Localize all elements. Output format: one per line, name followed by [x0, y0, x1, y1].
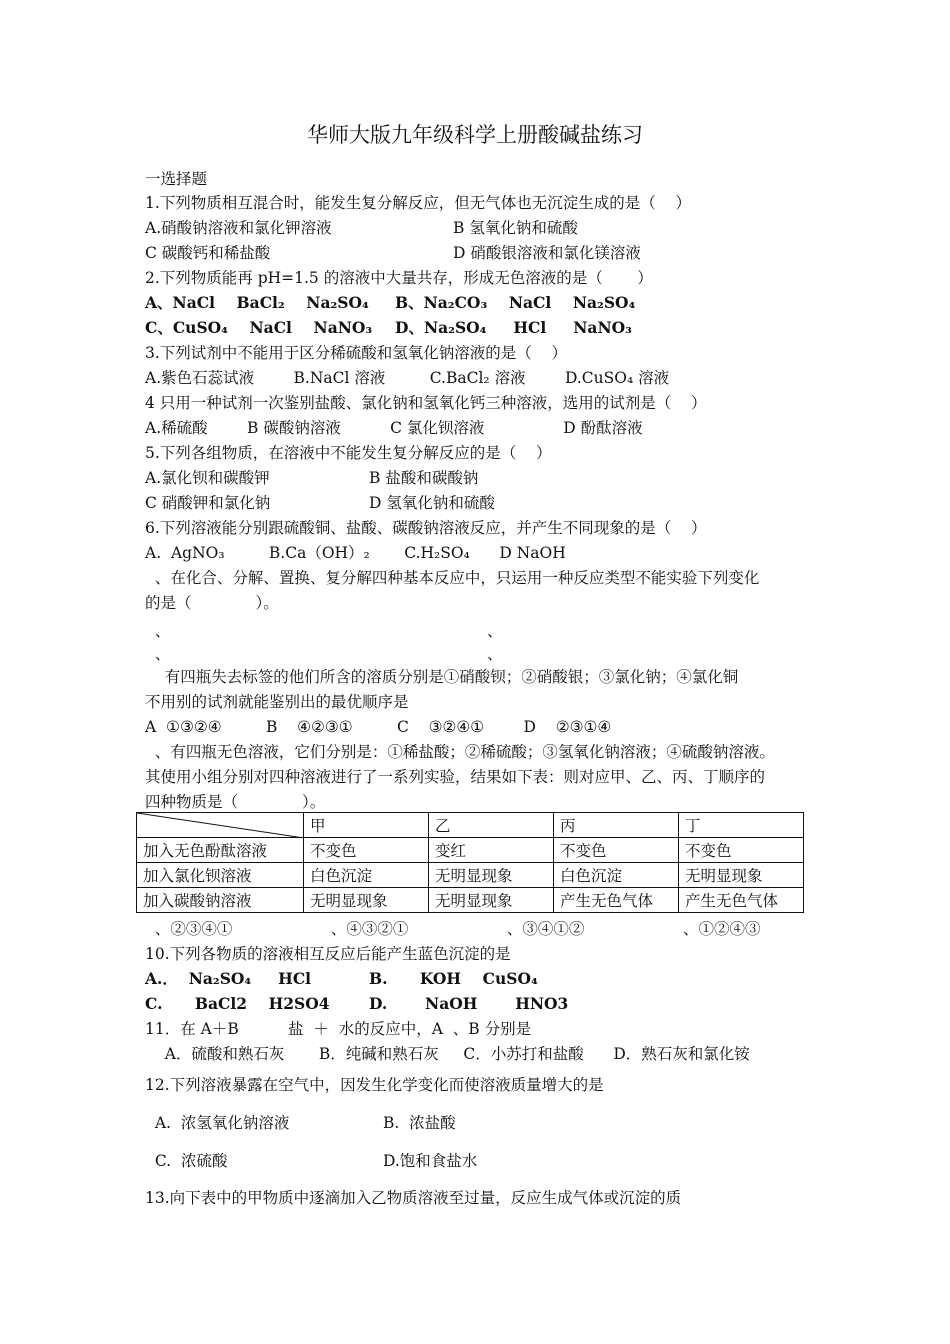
table-corner-cell — [137, 813, 304, 838]
q7-item-2: 、 — [487, 622, 503, 640]
q10-option-b: B. KOH CuSO₄ — [369, 969, 538, 988]
column-header: 甲 — [304, 813, 429, 838]
q1-option-a: A.硝酸钠溶液和氯化钾溶液 — [145, 219, 332, 237]
diagonal-line — [137, 813, 304, 838]
question-3: 3.下列试剂中不能用于区分稀硫酸和氢氧化钠溶液的是（ ） — [145, 344, 567, 362]
q5-option-d: D 氢氧化钠和硫酸 — [369, 494, 495, 512]
q2-option-c: C、CuSO₄ NaCl NaNO₃ — [145, 318, 373, 337]
table-cell: 白色沉淀 — [554, 863, 679, 888]
question-11: 11．在 A＋B 盐 ＋ 水的反应中，A 、B 分别是 — [145, 1020, 532, 1038]
q5-option-b: B 盐酸和碳酸钠 — [369, 469, 479, 487]
column-header: 丙 — [554, 813, 679, 838]
table-cell: 产生无色气体 — [554, 888, 679, 913]
table-cell: 产生无色气体 — [679, 888, 804, 913]
question-13: 13.向下表中的甲物质中逐滴加入乙物质溶液至过量，反应生成气体或沉淀的质 — [145, 1189, 682, 1207]
section-heading: 一选择题 — [145, 170, 208, 188]
q1-option-b: B 氢氧化钠和硫酸 — [453, 219, 578, 237]
q7-item-3: 、 — [145, 645, 171, 663]
question-2: 2.下列物质能再 pH=1.5 的溶液中大量共存，形成无色溶液的是（ ） — [145, 269, 653, 287]
row-label: 加入碳酸钠溶液 — [137, 888, 304, 913]
question-7-line-2: 的是（ ）。 — [145, 594, 279, 612]
row-label: 加入氯化钡溶液 — [137, 863, 304, 888]
question-9: 、有四瓶无色溶液，它们分别是：①稀盐酸；②稀硫酸；③氢氧化钠溶液；④硫酸钠溶液。 — [145, 743, 775, 761]
q2-option-d: D、Na₂SO₄ HCl NaNO₃ — [395, 318, 632, 337]
table-row — [137, 888, 804, 913]
q11-options: A．硫酸和熟石灰 B．纯碱和熟石灰 C．小苏打和盐酸 D．熟石灰和氯化铵 — [145, 1045, 750, 1063]
question-6: 6.下列溶液能分别跟硫酸铜、盐酸、碳酸钠溶液反应，并产生不同现象的是（ ） — [145, 519, 707, 537]
table-cell: 不变色 — [304, 838, 429, 863]
q2-option-a: A、NaCl BaCl₂ Na₂SO₄ — [145, 293, 369, 312]
question-9-line-3: 四种物质是（ ）。 — [145, 793, 326, 811]
q7-item-4: 、 — [487, 645, 503, 663]
question-9-line-2: 其使用小组分别对四种溶液进行了一系列实验，结果如下表：则对应甲、乙、丙、丁顺序的 — [145, 768, 766, 786]
q6-options: A. AgNO₃ B.Ca（OH）₂ C.H₂SO₄ D NaOH — [145, 544, 566, 562]
question-8-line-2: 不用别的试剂就能鉴别出的最优顺序是 — [145, 693, 409, 711]
experiment-table — [136, 812, 804, 913]
q1-option-c: C 碳酸钙和稀盐酸 — [145, 244, 271, 262]
page-title: 华师大版九年级科学上册酸碱盐练习 — [307, 123, 643, 147]
q12-option-c: C. 浓硫酸 — [145, 1152, 228, 1170]
q5-option-c: C 硝酸钾和氯化钠 — [145, 494, 271, 512]
column-header: 丁 — [679, 813, 804, 838]
table-cell: 变红 — [429, 838, 554, 863]
q5-option-a: A.氯化钡和碳酸钾 — [145, 469, 270, 487]
q2-option-b: B、Na₂CO₃ NaCl Na₂SO₄ — [395, 293, 636, 312]
q3-options: A.紫色石蕊试液 B.NaCl 溶液 C.BaCl₂ 溶液 D.CuSO₄ 溶液 — [145, 369, 670, 387]
table-cell: 无明显现象 — [429, 863, 554, 888]
q1-option-d: D 硝酸银溶液和氯化镁溶液 — [453, 244, 641, 262]
table-cell: 不变色 — [554, 838, 679, 863]
q12-option-a: A. 浓氢氧化钠溶液 — [145, 1114, 290, 1132]
table-header-row — [137, 813, 804, 838]
q4-options: A.稀硫酸 B 碳酸钠溶液 C 氯化钡溶液 D 酚酞溶液 — [145, 419, 643, 437]
question-4: 4 只用一种试剂一次鉴别盐酸、氯化钠和氢氧化钙三种溶液，选用的试剂是（ ） — [145, 394, 707, 412]
question-7: 、在化合、分解、置换、复分解四种基本反应中，只运用一种反应类型不能实验下列变化 — [145, 569, 760, 587]
table-cell: 无明显现象 — [304, 888, 429, 913]
q9-options: 、②③④① 、④③②① 、③④①② 、①②④③ — [145, 920, 761, 938]
q8-options: A ①③②④ B ④②③① C ③②④① D ②③①④ — [145, 718, 612, 736]
q10-option-c: C. BaCl2 H2SO4 — [145, 994, 330, 1013]
q7-item-1: 、 — [145, 622, 171, 640]
q10-option-a: A.． Na₂SO₄ HCl — [145, 969, 312, 988]
table-row — [137, 838, 804, 863]
q12-option-b: B. 浓盐酸 — [383, 1114, 456, 1132]
question-8: 有四瓶失去标签的他们所含的溶质分别是①硝酸钡；②硝酸银；③氯化钠；④氯化铜 — [145, 668, 739, 686]
table-cell: 白色沉淀 — [304, 863, 429, 888]
question-5: 5.下列各组物质，在溶液中不能发生复分解反应的是（ ） — [145, 444, 552, 462]
question-10: 10.下列各物质的溶液相互反应后能产生蓝色沉淀的是 — [145, 945, 511, 963]
table-cell: 不变色 — [679, 838, 804, 863]
table-cell: 无明显现象 — [429, 888, 554, 913]
table-row — [137, 863, 804, 888]
question-1: 1.下列物质相互混合时，能发生复分解反应，但无气体也无沉淀生成的是（ ） — [145, 194, 691, 212]
q12-option-d: D.饱和食盐水 — [383, 1152, 478, 1170]
question-12: 12.下列溶液暴露在空气中，因发生化学变化而使溶液质量增大的是 — [145, 1076, 604, 1094]
column-header: 乙 — [429, 813, 554, 838]
q10-option-d: D. NaOH HNO3 — [369, 994, 569, 1013]
row-label: 加入无色酚酞溶液 — [137, 838, 304, 863]
table-cell: 无明显现象 — [679, 863, 804, 888]
